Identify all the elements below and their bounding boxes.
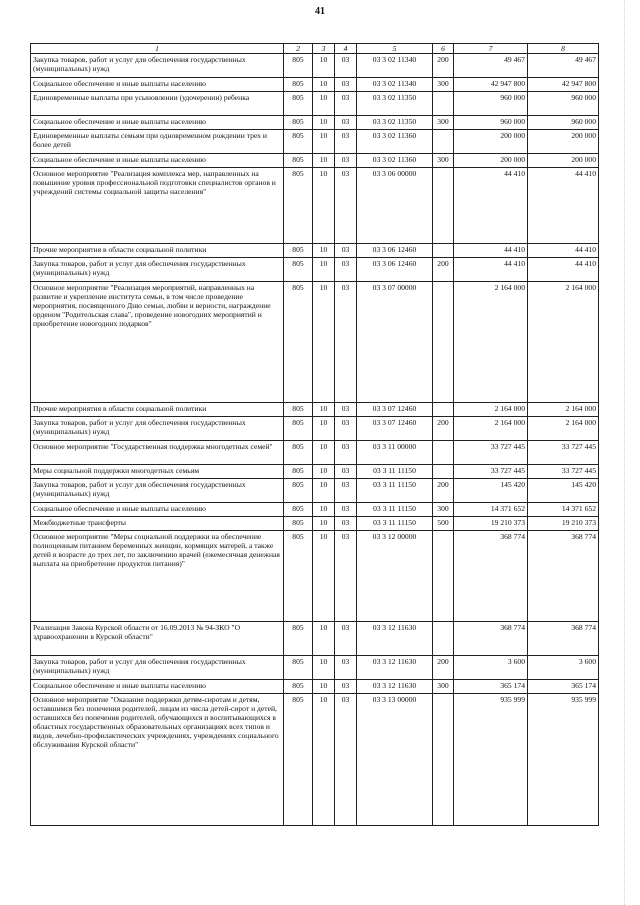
row-amount-1: 365 174 xyxy=(454,680,528,694)
row-code-admin: 805 xyxy=(284,479,313,503)
row-code-admin: 805 xyxy=(284,130,313,154)
row-amount-1: 44 410 xyxy=(454,244,528,258)
row-amount-2: 368 774 xyxy=(528,531,599,622)
row-amount-2: 19 210 373 xyxy=(528,517,599,531)
row-name: Закупка товаров, работ и услуг для обеспечения государственных (муниципальных) нужд xyxy=(31,54,284,78)
row-code-subsection: 03 xyxy=(335,258,357,282)
row-code-target: 03 3 12 11630 xyxy=(357,680,433,694)
header-cell: 7 xyxy=(454,44,528,54)
row-name: Социальное обеспечение и иные выплаты населению xyxy=(31,154,284,168)
row-code-expense-type: 200 xyxy=(433,656,454,680)
page-edge xyxy=(624,0,626,905)
row-code-subsection: 03 xyxy=(335,244,357,258)
row-code-expense-type xyxy=(433,441,454,465)
row-code-expense-type: 200 xyxy=(433,479,454,503)
row-code-target: 03 3 12 11630 xyxy=(357,656,433,680)
row-code-section: 10 xyxy=(313,130,335,154)
row-amount-1: 935 999 xyxy=(454,694,528,826)
row-amount-2: 33 727 445 xyxy=(528,441,599,465)
row-amount-1: 2 164 000 xyxy=(454,403,528,417)
table-row xyxy=(31,282,599,403)
row-code-target: 03 3 02 11350 xyxy=(357,92,433,116)
row-code-admin: 805 xyxy=(284,503,313,517)
row-name: Закупка товаров, работ и услуг для обеспечения государственных (муниципальных) нужд xyxy=(31,656,284,680)
row-code-target: 03 3 02 11350 xyxy=(357,116,433,130)
row-amount-2: 365 174 xyxy=(528,680,599,694)
header-cell: 2 xyxy=(284,44,313,54)
row-code-section: 10 xyxy=(313,503,335,517)
table-row xyxy=(31,517,599,531)
row-code-section: 10 xyxy=(313,244,335,258)
row-amount-2: 960 000 xyxy=(528,116,599,130)
row-name: Основное мероприятие "Государственная поддержка многодетных семей" xyxy=(31,441,284,465)
table-row xyxy=(31,694,599,826)
table-row xyxy=(31,479,599,503)
row-code-expense-type: 300 xyxy=(433,503,454,517)
row-amount-2: 3 600 xyxy=(528,656,599,680)
row-amount-2: 200 000 xyxy=(528,154,599,168)
row-amount-1: 2 164 000 xyxy=(454,282,528,403)
row-code-expense-type xyxy=(433,92,454,116)
row-amount-1: 33 727 445 xyxy=(454,441,528,465)
row-code-section: 10 xyxy=(313,441,335,465)
row-amount-2: 14 371 652 xyxy=(528,503,599,517)
row-amount-2: 960 000 xyxy=(528,92,599,116)
row-amount-2: 44 410 xyxy=(528,244,599,258)
row-code-subsection: 03 xyxy=(335,116,357,130)
row-amount-2: 44 410 xyxy=(528,258,599,282)
row-amount-2: 33 727 445 xyxy=(528,465,599,479)
row-code-section: 10 xyxy=(313,92,335,116)
row-code-admin: 805 xyxy=(284,403,313,417)
row-code-subsection: 03 xyxy=(335,656,357,680)
row-name: Закупка товаров, работ и услуг для обеспечения государственных (муниципальных) нужд xyxy=(31,258,284,282)
row-code-section: 10 xyxy=(313,78,335,92)
row-amount-2: 2 164 000 xyxy=(528,417,599,441)
table-row xyxy=(31,154,599,168)
row-code-subsection: 03 xyxy=(335,403,357,417)
row-amount-2: 2 164 000 xyxy=(528,403,599,417)
table-row xyxy=(31,78,599,92)
row-name: Основное мероприятие "Реализация мероприятий, направленных на развитие и укрепление института семьи, в том числе проведение мероприятия, посвященного Дню семьи, любви и верности, награждение орденом "Родительская слава", проведение новогодних мероприятий и приобретение новогодних подарков" xyxy=(31,282,284,403)
row-name: Основное мероприятие "Реализация комплекса мер, направленных на повышение уровня профессиональной подготовки специалистов органов и учреждений системы социальной защиты населения" xyxy=(31,168,284,244)
row-code-target: 03 3 06 12460 xyxy=(357,258,433,282)
row-code-expense-type xyxy=(433,403,454,417)
row-amount-1: 49 467 xyxy=(454,54,528,78)
row-code-admin: 805 xyxy=(284,531,313,622)
row-code-target: 03 3 12 11630 xyxy=(357,622,433,656)
row-code-expense-type: 300 xyxy=(433,116,454,130)
row-code-section: 10 xyxy=(313,168,335,244)
row-name: Единовременные выплаты семьям при одновременном рождении трех и более детей xyxy=(31,130,284,154)
table-row xyxy=(31,168,599,244)
row-code-subsection: 03 xyxy=(335,680,357,694)
row-amount-1: 44 410 xyxy=(454,258,528,282)
row-code-section: 10 xyxy=(313,622,335,656)
row-code-admin: 805 xyxy=(284,282,313,403)
row-amount-1: 3 600 xyxy=(454,656,528,680)
row-code-admin: 805 xyxy=(284,680,313,694)
row-code-subsection: 03 xyxy=(335,168,357,244)
row-code-section: 10 xyxy=(313,54,335,78)
row-code-target: 03 3 02 11360 xyxy=(357,130,433,154)
row-amount-1: 368 774 xyxy=(454,531,528,622)
header-cell: 3 xyxy=(313,44,335,54)
row-code-section: 10 xyxy=(313,282,335,403)
row-code-admin: 805 xyxy=(284,244,313,258)
row-name: Прочие мероприятия в области социальной политики xyxy=(31,403,284,417)
row-code-subsection: 03 xyxy=(335,531,357,622)
row-name: Основное мероприятие "Оказание поддержки детям-сиротам и детям, оставшимся без попечения родителей, лицам из числа детей-сирот и детей, оставшихся без попечения родителей, обучающихся и воспитывающихся в областных государственных образовательных организациях всех типов и видов, лечебно-профилактических учреждениях, учреждениях социального обслуживания Курской области" xyxy=(31,694,284,826)
row-code-subsection: 03 xyxy=(335,130,357,154)
row-code-target: 03 3 13 00000 xyxy=(357,694,433,826)
row-code-target: 03 3 02 11340 xyxy=(357,54,433,78)
row-code-admin: 805 xyxy=(284,116,313,130)
row-amount-2: 935 999 xyxy=(528,694,599,826)
table-row xyxy=(31,680,599,694)
row-code-admin: 805 xyxy=(284,694,313,826)
row-code-admin: 805 xyxy=(284,168,313,244)
header-cell: 8 xyxy=(528,44,599,54)
row-code-subsection: 03 xyxy=(335,479,357,503)
row-code-admin: 805 xyxy=(284,622,313,656)
header-cell: 1 xyxy=(31,44,284,54)
row-code-target: 03 3 11 11150 xyxy=(357,517,433,531)
row-code-section: 10 xyxy=(313,116,335,130)
row-amount-1: 200 000 xyxy=(454,130,528,154)
row-code-expense-type: 300 xyxy=(433,680,454,694)
row-code-expense-type: 200 xyxy=(433,258,454,282)
row-code-subsection: 03 xyxy=(335,503,357,517)
row-code-expense-type xyxy=(433,130,454,154)
row-code-admin: 805 xyxy=(284,54,313,78)
row-code-expense-type xyxy=(433,282,454,403)
table-row xyxy=(31,403,599,417)
row-code-subsection: 03 xyxy=(335,517,357,531)
row-amount-1: 145 420 xyxy=(454,479,528,503)
row-amount-1: 44 410 xyxy=(454,168,528,244)
row-code-admin: 805 xyxy=(284,465,313,479)
row-name: Социальное обеспечение и иные выплаты населению xyxy=(31,116,284,130)
row-code-expense-type xyxy=(433,531,454,622)
table-row xyxy=(31,244,599,258)
row-code-expense-type xyxy=(433,244,454,258)
row-amount-1: 368 774 xyxy=(454,622,528,656)
row-code-section: 10 xyxy=(313,465,335,479)
row-code-section: 10 xyxy=(313,531,335,622)
table-row xyxy=(31,92,599,116)
row-code-subsection: 03 xyxy=(335,154,357,168)
row-code-expense-type: 200 xyxy=(433,54,454,78)
row-code-section: 10 xyxy=(313,403,335,417)
row-name: Социальное обеспечение и иные выплаты населению xyxy=(31,78,284,92)
header-cell: 5 xyxy=(357,44,433,54)
row-code-subsection: 03 xyxy=(335,282,357,403)
row-code-expense-type: 300 xyxy=(433,78,454,92)
row-code-target: 03 3 07 00000 xyxy=(357,282,433,403)
table-row xyxy=(31,503,599,517)
row-code-target: 03 3 02 11340 xyxy=(357,78,433,92)
row-code-target: 03 3 06 00000 xyxy=(357,168,433,244)
row-code-subsection: 03 xyxy=(335,622,357,656)
row-code-section: 10 xyxy=(313,417,335,441)
row-code-expense-type: 300 xyxy=(433,154,454,168)
row-amount-1: 200 000 xyxy=(454,154,528,168)
row-code-target: 03 3 06 12460 xyxy=(357,244,433,258)
header-row xyxy=(31,44,599,54)
row-code-subsection: 03 xyxy=(335,694,357,826)
budget-table xyxy=(30,43,599,826)
row-amount-1: 960 000 xyxy=(454,116,528,130)
row-code-admin: 805 xyxy=(284,656,313,680)
row-code-target: 03 3 07 12460 xyxy=(357,417,433,441)
row-amount-1: 19 210 373 xyxy=(454,517,528,531)
row-code-admin: 805 xyxy=(284,417,313,441)
table-row xyxy=(31,622,599,656)
table-row xyxy=(31,258,599,282)
row-amount-2: 49 467 xyxy=(528,54,599,78)
row-code-subsection: 03 xyxy=(335,92,357,116)
header-cell: 4 xyxy=(335,44,357,54)
row-code-subsection: 03 xyxy=(335,465,357,479)
row-amount-1: 42 947 800 xyxy=(454,78,528,92)
row-name: Социальное обеспечение и иные выплаты населению xyxy=(31,680,284,694)
row-name: Прочие мероприятия в области социальной политики xyxy=(31,244,284,258)
table-row xyxy=(31,130,599,154)
row-code-subsection: 03 xyxy=(335,417,357,441)
table-row xyxy=(31,465,599,479)
table-row xyxy=(31,531,599,622)
row-code-expense-type xyxy=(433,465,454,479)
row-code-admin: 805 xyxy=(284,154,313,168)
row-code-target: 03 3 02 11360 xyxy=(357,154,433,168)
row-code-target: 03 3 12 00000 xyxy=(357,531,433,622)
row-amount-2: 200 000 xyxy=(528,130,599,154)
row-code-target: 03 3 11 11150 xyxy=(357,465,433,479)
row-code-section: 10 xyxy=(313,154,335,168)
row-code-target: 03 3 11 11150 xyxy=(357,479,433,503)
row-code-section: 10 xyxy=(313,680,335,694)
table-row xyxy=(31,116,599,130)
row-code-subsection: 03 xyxy=(335,78,357,92)
row-code-section: 10 xyxy=(313,479,335,503)
row-code-expense-type xyxy=(433,168,454,244)
row-name: Меры социальной поддержки многодетных семьям xyxy=(31,465,284,479)
row-code-subsection: 03 xyxy=(335,54,357,78)
row-name: Закупка товаров, работ и услуг для обеспечения государственных (муниципальных) нужд xyxy=(31,479,284,503)
row-amount-2: 145 420 xyxy=(528,479,599,503)
row-code-expense-type xyxy=(433,622,454,656)
row-name: Реализация Закона Курской области от 16.09.2013 № 94-ЗКО "О здравоохранении в Курской области" xyxy=(31,622,284,656)
row-code-section: 10 xyxy=(313,656,335,680)
row-amount-2: 44 410 xyxy=(528,168,599,244)
row-name: Единовременные выплаты при усыновлении (удочерении) ребенка xyxy=(31,92,284,116)
row-code-section: 10 xyxy=(313,517,335,531)
row-code-section: 10 xyxy=(313,694,335,826)
row-code-admin: 805 xyxy=(284,78,313,92)
row-code-admin: 805 xyxy=(284,517,313,531)
row-amount-1: 960 000 xyxy=(454,92,528,116)
table-row xyxy=(31,656,599,680)
row-code-expense-type: 500 xyxy=(433,517,454,531)
row-code-admin: 805 xyxy=(284,258,313,282)
row-code-subsection: 03 xyxy=(335,441,357,465)
row-amount-1: 14 371 652 xyxy=(454,503,528,517)
table-row xyxy=(31,54,599,78)
row-amount-1: 2 164 000 xyxy=(454,417,528,441)
table-row xyxy=(31,417,599,441)
row-code-admin: 805 xyxy=(284,441,313,465)
row-name: Межбюджетные трансферты xyxy=(31,517,284,531)
page-number: 41 xyxy=(315,6,325,17)
row-name: Основное мероприятие "Меры социальной поддержки на обеспечение полноценным питанием беременных женщин, кормящих матерей, а также детей в возрасте до трех лет, по заключению врачей (ежемесячная денежная выплата на приобретение продуктов питания)" xyxy=(31,531,284,622)
row-amount-1: 33 727 445 xyxy=(454,465,528,479)
row-name: Закупка товаров, работ и услуг для обеспечения государственных (муниципальных) нужд xyxy=(31,417,284,441)
row-amount-2: 368 774 xyxy=(528,622,599,656)
row-code-admin: 805 xyxy=(284,92,313,116)
row-code-target: 03 3 07 12460 xyxy=(357,403,433,417)
row-code-target: 03 3 11 00000 xyxy=(357,441,433,465)
row-amount-2: 42 947 800 xyxy=(528,78,599,92)
table-row xyxy=(31,441,599,465)
row-name: Социальное обеспечение и иные выплаты населению xyxy=(31,503,284,517)
row-code-expense-type: 200 xyxy=(433,417,454,441)
row-code-target: 03 3 11 11150 xyxy=(357,503,433,517)
row-code-section: 10 xyxy=(313,258,335,282)
header-cell: 6 xyxy=(433,44,454,54)
row-amount-2: 2 164 000 xyxy=(528,282,599,403)
row-code-expense-type xyxy=(433,694,454,826)
